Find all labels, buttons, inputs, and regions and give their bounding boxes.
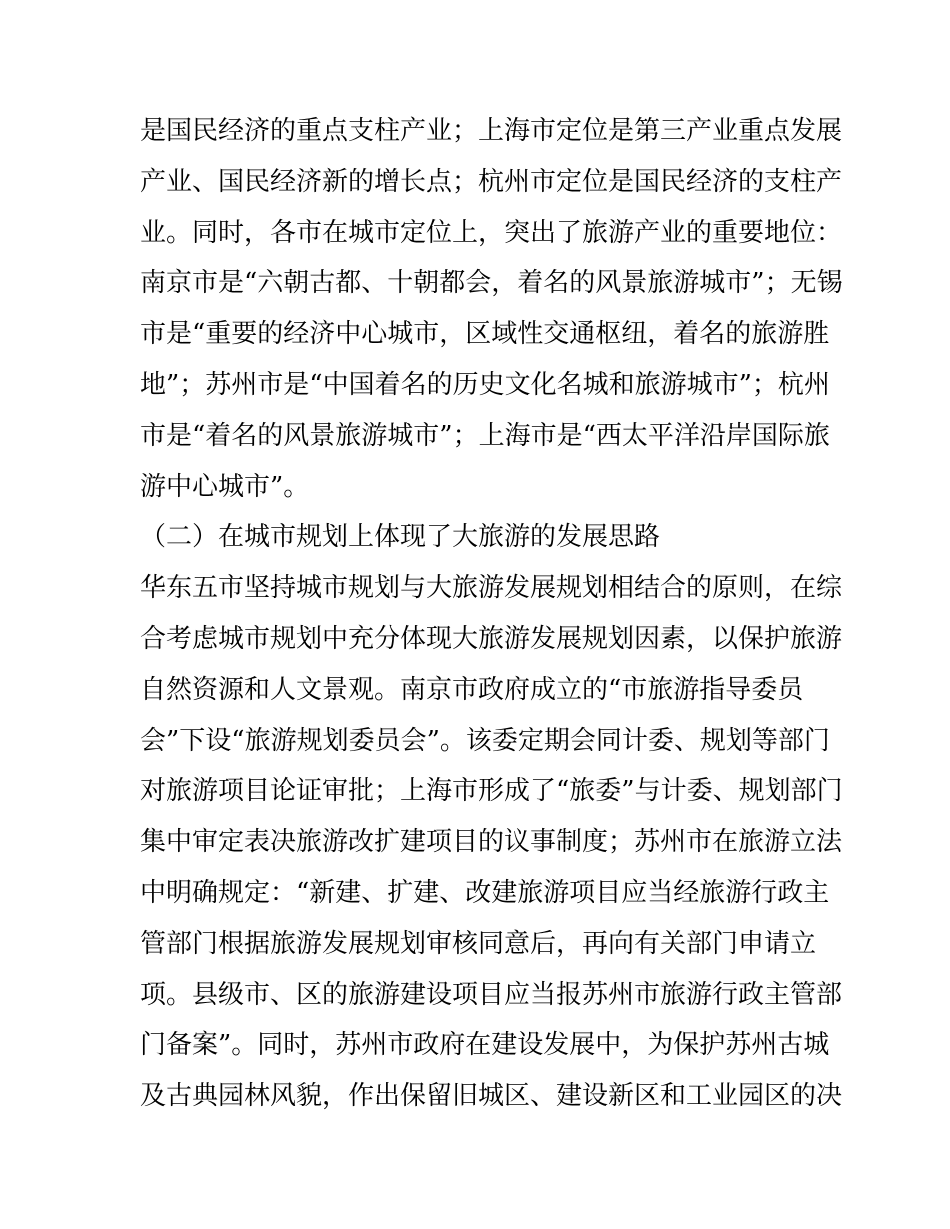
text-line: 合考虑城市规划中充分体现大旅游发展规划因素，以保护旅游	[140, 623, 843, 654]
text-line: 地”；苏州市是“中国着名的历史文化名城和旅游城市”；杭州	[140, 369, 830, 400]
text-line: 中明确规定：“新建、扩建、改建旅游项目应当经旅游行政主	[140, 877, 830, 908]
text-line: 项。县级市、区的旅游建设项目应当报苏州市旅游行政主管部	[140, 979, 843, 1010]
text-line: 产业、国民经济新的增长点；杭州市定位是国民经济的支柱产	[140, 166, 843, 197]
body-text	[140, 106, 843, 1122]
text-line: 是国民经济的重点支柱产业；上海市定位是第三产业重点发展	[140, 116, 843, 146]
text-line: 对旅游项目论证审批；上海市形成了“旅委”与计委、规划部门	[140, 776, 843, 807]
text-line: 及古典园林风貌，作出保留旧城区、建设新区和工业园区的决	[140, 1081, 843, 1112]
text-line: 管部门根据旅游发展规划审核同意后，再向有关部门申请立	[140, 928, 817, 959]
text-line: 门备案”。同时，苏州市政府在建设发展中，为保护苏州古城	[140, 1030, 830, 1061]
text-line: 市是“着名的风景旅游城市”；上海市是“西太平洋沿岸国际旅	[140, 420, 830, 451]
text-line: 华东五市坚持城市规划与大旅游发展规划相结合的原则，在综	[140, 573, 843, 604]
text-line: 业。同时，各市在城市定位上，突出了旅游产业的重要地位：	[140, 217, 843, 248]
text-line: 南京市是“六朝古都、十朝都会，着名的风景旅游城市”；无锡	[140, 268, 843, 299]
text-line: 自然资源和人文景观。南京市政府成立的“市旅游指导委员	[140, 674, 804, 705]
section-heading: （二）在城市规划上体现了大旅游的发展思路	[140, 522, 661, 553]
text-line: 集中审定表决旅游改扩建项目的议事制度；苏州市在旅游立法	[140, 827, 843, 858]
text-line: 游中心城市”。	[140, 471, 310, 502]
text-line: 市是“重要的经济中心城市，区域性交通枢纽，着名的旅游胜	[140, 319, 830, 350]
text-line: 会”下设“旅游规划委员会”。该委定期会同计委、规划等部门	[140, 725, 830, 756]
